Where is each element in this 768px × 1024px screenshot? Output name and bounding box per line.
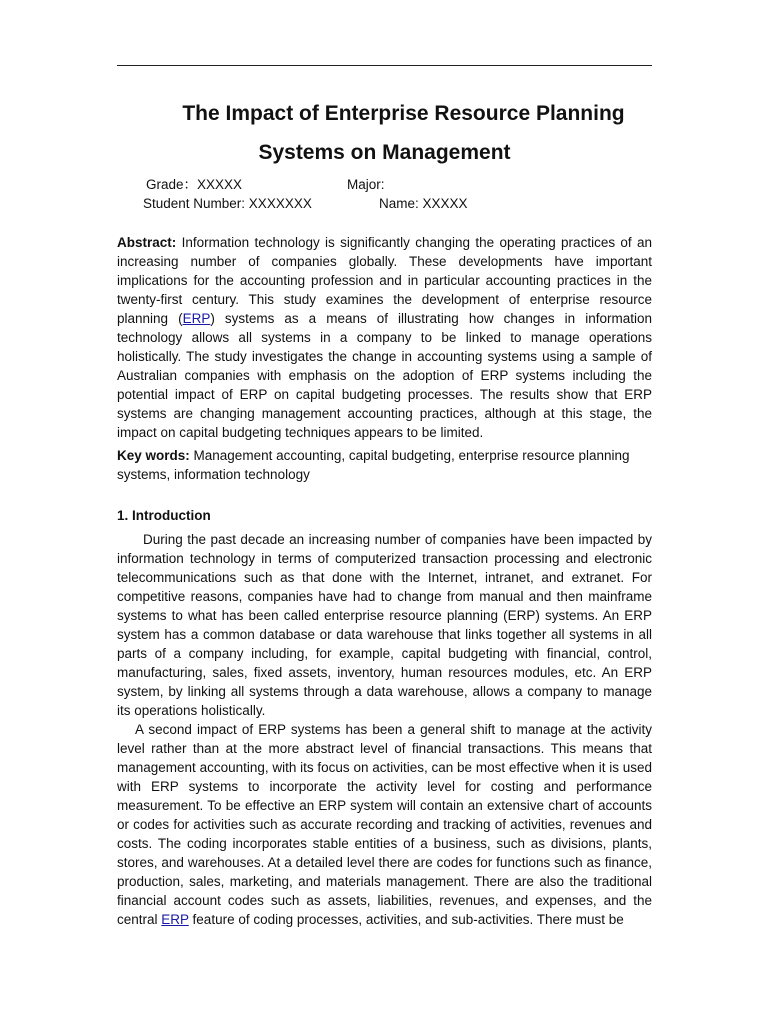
abstract-paragraph bbox=[117, 233, 652, 443]
abstract-label: Abstract: bbox=[117, 235, 177, 250]
paragraph-erp-link[interactable]: ERP bbox=[161, 912, 189, 928]
header-rule bbox=[117, 65, 652, 66]
section-heading-introduction: 1. Introduction bbox=[117, 508, 211, 523]
keywords-label: Key words: bbox=[117, 448, 190, 463]
paper-title-line-2: Systems on Management bbox=[258, 141, 511, 164]
student-number-field: Student Number: XXXXXXX bbox=[143, 196, 312, 211]
introduction-paragraph-2 bbox=[117, 720, 652, 930]
introduction-paragraph-1: During the past decade an increasing number of companies have been impacted by information technology in terms of computerized transaction processing and electronic telecommunications such as that done with the Internet, intranet, and extranet. For competitive reasons, companies have had to change from manual and then mainframe systems to what has been called enterprise resource planning (ERP) systems. An ERP system has a common database or data warehouse that links together all systems in all parts of a company including, for example, capital budgeting with financial, control, manufacturing, sales, fixed assets, inventory, human resources modules, etc. An ERP system, by linking all systems through a data warehouse, allows a company to manage its operations holistically. bbox=[117, 532, 652, 719]
keywords-text: Management accounting, capital budgeting, enterprise resource planning systems, information technology bbox=[117, 448, 630, 483]
name-field: Name: XXXXX bbox=[379, 196, 468, 211]
abstract-erp-link[interactable]: ERP bbox=[182, 311, 211, 327]
abstract-text-end: ) systems as a means of illustrating how changes in information technology allows all systems in a company to be linked to manage operations holistically. The study investigates the change in accounting systems using a sample of Australian companies with emphasis on the adoption of ERP systems including the potential impact of ERP on capital budgeting processes. The results show that ERP systems are changing management accounting practices, although at this stage, the impact on capital budgeting techniques appears to be limited. bbox=[117, 311, 652, 441]
introduction-paragraph-2-end: feature of coding processes, activities, and sub-activities. There must be bbox=[188, 912, 624, 928]
keywords-paragraph bbox=[117, 446, 652, 484]
major-field: Major: bbox=[347, 177, 385, 192]
paper-title-line-1: The Impact of Enterprise Resource Planning bbox=[182, 102, 625, 125]
abstract-text-start: Information technology is significantly changing the operating practices of an increasing number of companies globally. These developments have important implications for the accounting profession and in particular accounting practices in the twenty-first century. This study examines the development of enterprise resource planning ( bbox=[117, 235, 652, 327]
introduction-paragraph-2-text: A second impact of ERP systems has been a general shift to manage at the activity level rather than at the more abstract level of financial transactions. This means that management accounting, with its focus on activities, can be most effective when it is used with ERP systems to incorporate the activity level for costing and performance measurement. To be effective an ERP system will contain an extensive chart of accounts or codes for activities such as accurate recording and tracking of activities, revenues and costs. The coding incorporates stable entities of a business, such as divisions, plants, stores, and warehouses. At a detailed level there are codes for functions such as finance, production, sales, marketing, and materials management. There are also the traditional financial account codes such as assets, liabilities, revenues, and expenses, and the central bbox=[117, 722, 652, 928]
grade-field: Grade：XXXXX bbox=[146, 177, 243, 192]
